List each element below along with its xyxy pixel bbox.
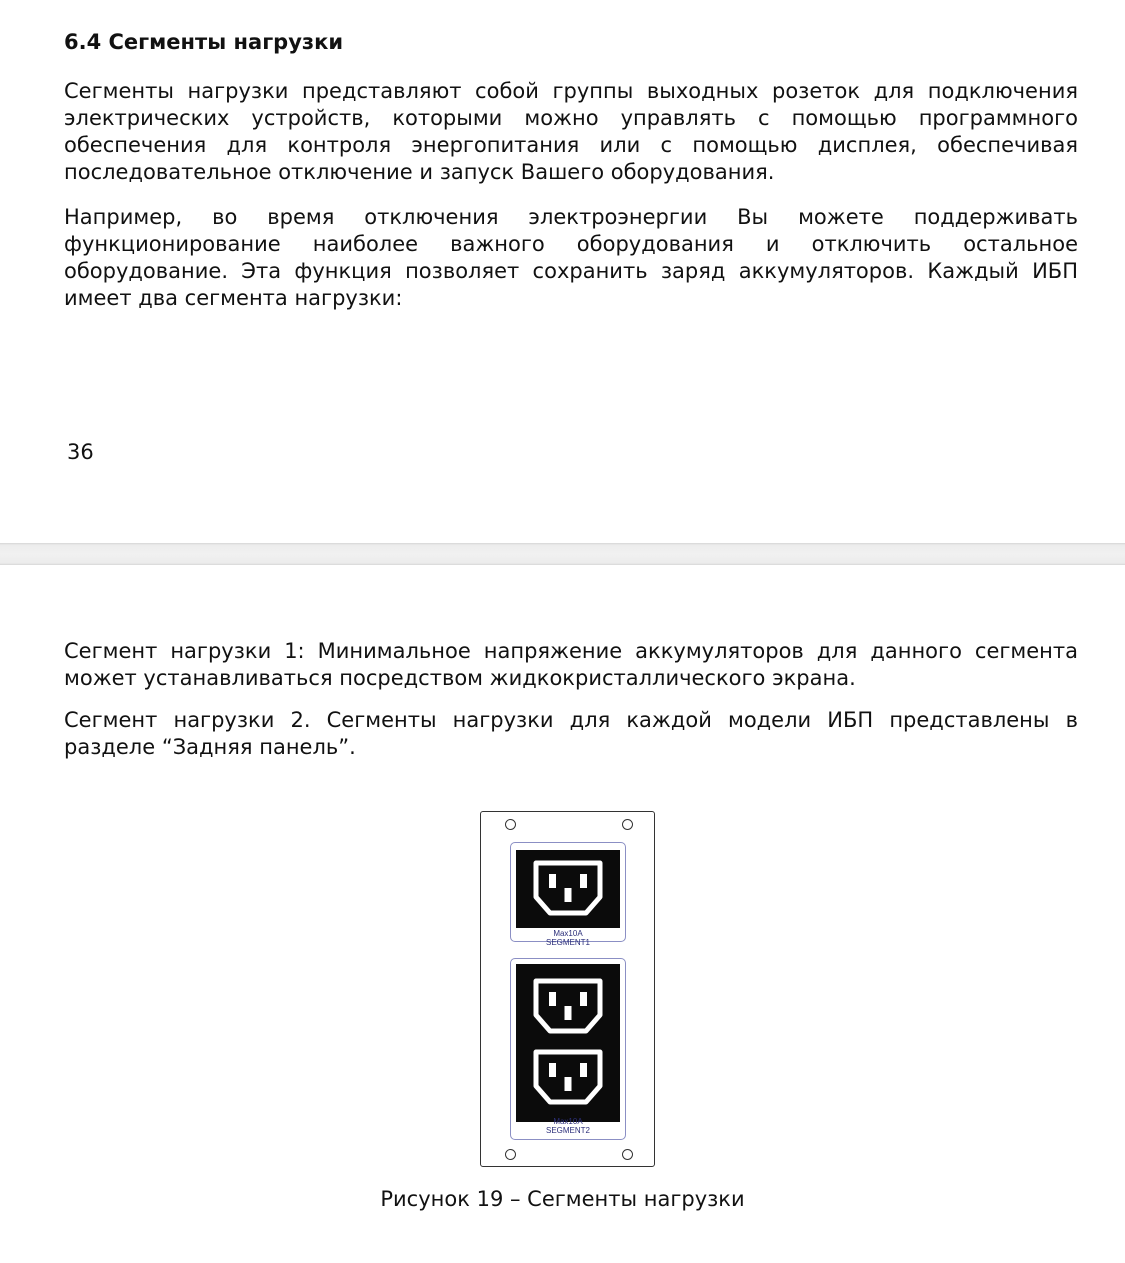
section-title: 6.4 Сегменты нагрузки — [64, 30, 344, 54]
paragraph-segment-2: Сегмент нагрузки 2. Сегменты нагрузки для каждой модели ИБП представлены в разделе “Задняя панель”. — [64, 708, 1078, 759]
segment-max-label: Max10A — [553, 1117, 583, 1126]
paragraph-load-segments-intro: Сегменты нагрузки представляют собой группы выходных розеток для подключения электрических устройств, которыми можно управлять с помощью программного обеспечения для контроля энергопитания или с помощью дисплея, обеспечивая последовательное отключение и запуск Вашего оборудования. — [64, 79, 1078, 184]
load-segment-2 — [510, 958, 626, 1140]
iec-c13-outlet-icon — [530, 859, 606, 917]
outlet-block — [516, 850, 620, 928]
screw-hole-icon — [622, 819, 633, 830]
paragraph-segment-1: Сегмент нагрузки 1: Минимальное напряжение аккумуляторов для данного сегмента может устанавливаться посредством жидкокристаллического экрана. — [64, 639, 1078, 690]
outlet-block — [516, 964, 620, 1122]
segment-name-label: SEGMENT2 — [545, 1126, 590, 1135]
iec-c13-outlet-icon — [530, 977, 606, 1035]
segment-name-label: SEGMENT1 — [545, 938, 590, 947]
screw-hole-icon — [505, 1149, 516, 1160]
rear-panel-figure — [480, 811, 655, 1167]
load-segment-1 — [510, 842, 626, 947]
page-separator — [0, 543, 1125, 565]
screw-hole-icon — [505, 819, 516, 830]
segment-max-label: Max10A — [553, 929, 583, 938]
screw-hole-icon — [622, 1149, 633, 1160]
document-page-top — [0, 0, 1125, 543]
page-number: 36 — [67, 440, 94, 464]
iec-c13-outlet-icon — [530, 1048, 606, 1106]
paragraph-load-segments-example: Например, во время отключения электроэнергии Вы можете поддерживать функционирование наиболее важного оборудования и отключить остальное оборудование. Эта функция позволяет сохранить заряд аккумуляторов. Каждый ИБП имеет два сегмента нагрузки: — [64, 205, 1078, 310]
figure-caption: Рисунок 19 – Сегменты нагрузки — [380, 1187, 745, 1211]
